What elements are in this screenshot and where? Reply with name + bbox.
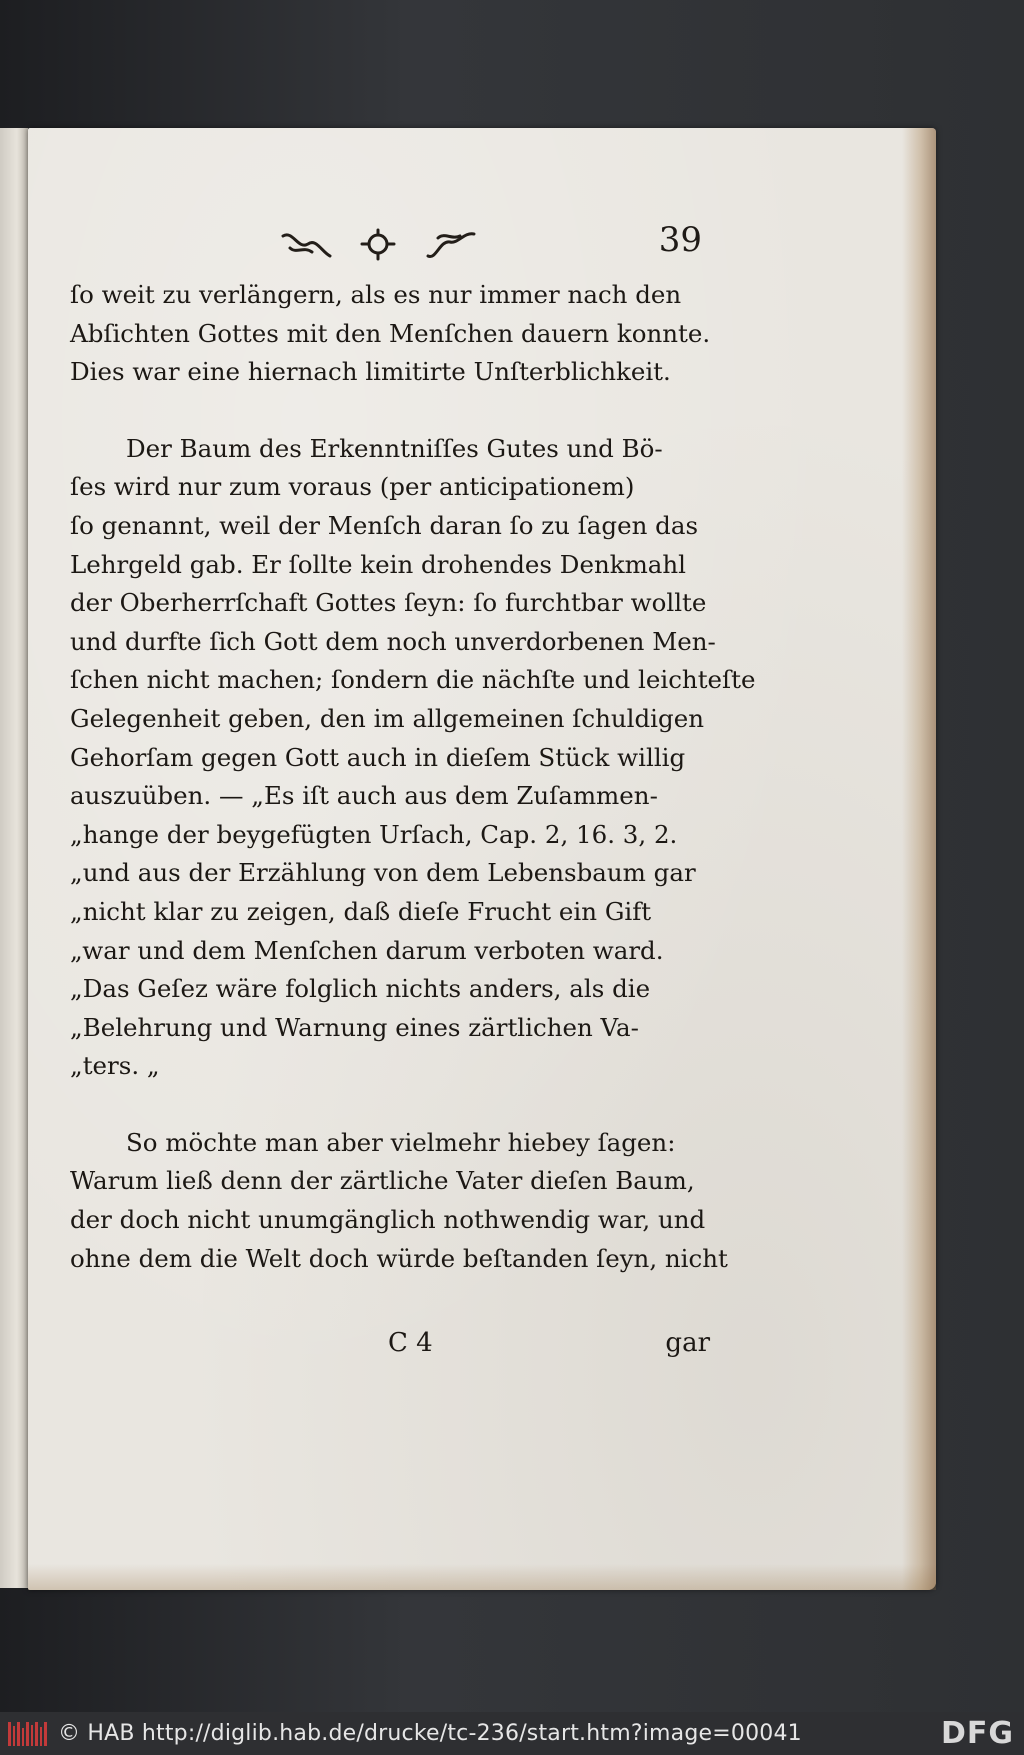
ornament-icon [278,226,478,266]
running-head [248,220,718,268]
text-line: „ters. „ [70,1051,160,1081]
previous-page-edge [0,128,28,1588]
text-block [70,276,756,1278]
page-number: 39 [658,220,702,260]
page-bottom-edge [28,1564,936,1590]
barcode-icon [8,1720,48,1748]
book-page [28,128,936,1590]
text-line: „Belehrung und Warnung eines zärtlichen Va- [70,1012,639,1042]
catchword: gar [665,1328,710,1358]
text-line: ſes wird nur zum voraus (per anticipationem) [70,472,635,502]
text-line: „hange der beygefügten Urſach, Cap. 2, 16. 3, 2. [70,819,678,849]
viewer-footer [0,1712,1024,1755]
text-line: Gelegenheit geben, den im allgemeinen ſchuldigen [70,703,704,733]
text-line: der Oberherrſchaft Gottes ſeyn: ſo furchtbar wollte [70,588,707,618]
text-line: Warum ließ denn der zärtliche Vater dieſen Baum, [70,1166,695,1196]
text-line: ſo genannt, weil der Menſch daran ſo zu ſagen das [70,510,699,540]
text-line: ſchen nicht machen; ſondern die nächſte und leichteſte [70,665,756,695]
text-line: auszuüben. — „Es iſt auch aus dem Zuſammen- [70,781,658,811]
dfg-logo: DFG [940,1716,1014,1751]
text-line: ſo weit zu verlängern, als es nur immer nach den [70,280,682,309]
text-line: Lehrgeld gab. Er ſollte kein drohendes Denkmahl [70,549,687,579]
text-line: Der Baum des Erkenntniſſes Gutes und Bö- [126,433,663,463]
paragraph-1 [70,276,710,392]
text-line: „und aus der Erzählung von dem Lebensbaum gar [70,858,696,888]
text-line: „nicht klar zu zeigen, daß dieſe Frucht ein Gift [70,896,652,926]
text-line: ohne dem die Welt doch würde beſtanden ſeyn, nicht [70,1243,728,1273]
text-line: und durfte ſich Gott dem noch unverdorbenen Men- [70,626,716,656]
paragraph-2 [70,430,756,1086]
paragraph-3 [70,1124,728,1278]
footer-copyright-link[interactable]: © HAB http://diglib.hab.de/drucke/tc-236/start.htm?image=00041 [58,1721,802,1746]
text-line: So möchte man aber vielmehr hiebey ſagen: [126,1127,676,1157]
text-line: „Das Geſez wäre folglich nichts anders, als die [70,974,651,1004]
text-line: Gehorſam gegen Gott auch in dieſem Stück willig [70,742,686,772]
signature-line [70,1328,710,1368]
page-edge-shadow [902,128,936,1590]
text-line: „war und dem Menſchen darum verboten ward. [70,935,664,965]
text-line: der doch nicht unumgänglich nothwendig war, und [70,1205,706,1235]
text-line: Dies war eine hiernach limitirte Unſterblichkeit. [70,357,671,387]
printer-signature: C 4 [388,1328,433,1358]
text-line: Abſichten Gottes mit den Menſchen dauern konnte. [70,318,711,348]
